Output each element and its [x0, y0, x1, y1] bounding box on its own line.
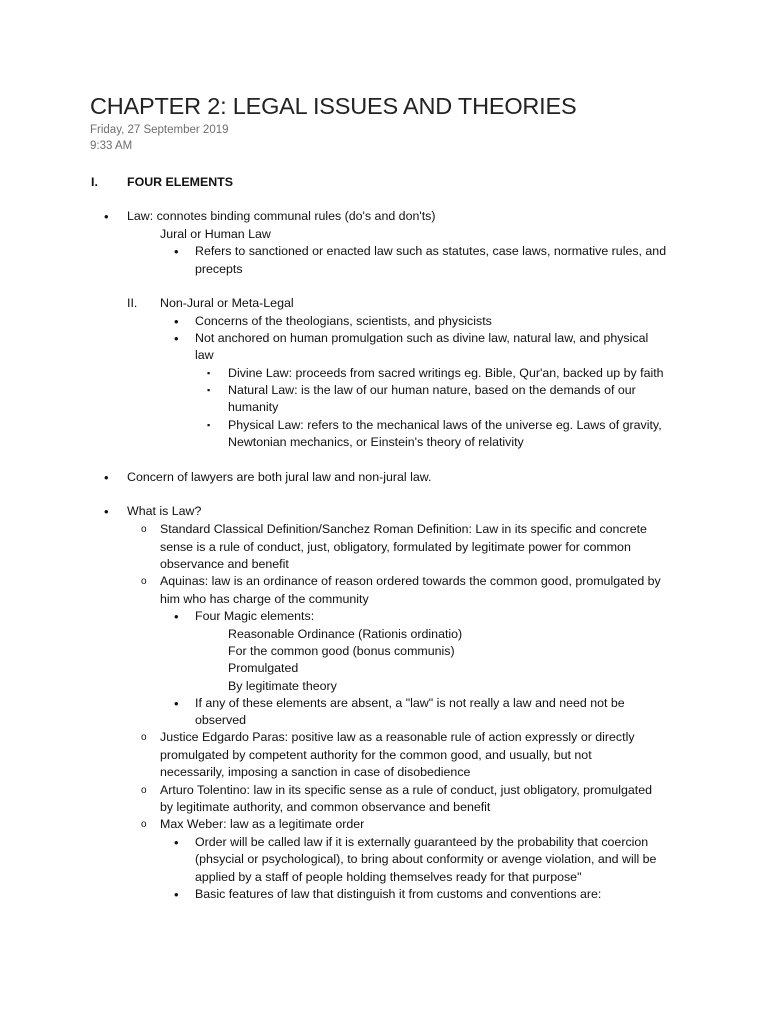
text-line: Newtonian mechanics, or Einstein's theory of relativity — [228, 435, 524, 449]
bullet-icon: • — [174, 331, 179, 346]
text-line: Refers to sanctioned or enacted law such as statutes, case laws, normative rules, and — [195, 244, 667, 258]
text-line: Standard Classical Definition/Sanchez Roman Definition: Law in its specific and concrete — [160, 522, 647, 536]
text-line: Law: connotes binding communal rules (do's and don'ts) — [127, 209, 436, 223]
text-line: law — [195, 348, 214, 362]
text-line: him who has charge of the community — [160, 592, 369, 606]
text-line: observance and benefit — [160, 557, 289, 571]
text-line: If any of these elements are absent, a "law" is not really a law and need not be — [195, 696, 625, 710]
text-line: Concern of lawyers are both jural law and non-jural law. — [127, 470, 432, 484]
text-line: by legitimate authority, and common observance and benefit — [160, 800, 491, 814]
circle-bullet-icon: o — [141, 732, 147, 743]
circle-bullet-icon: o — [141, 524, 147, 535]
bullet-icon: • — [104, 504, 109, 519]
bullet-icon: • — [174, 609, 179, 624]
text-line: Divine Law: proceeds from sacred writings eg. Bible, Qur'an, backed up by faith — [228, 366, 664, 380]
text-line: observed — [195, 713, 246, 727]
circle-bullet-icon: o — [141, 819, 147, 830]
page-time: 9:33 AM — [90, 140, 133, 152]
text-line: What is Law? — [127, 504, 202, 518]
bullet-icon: • — [174, 244, 179, 259]
bullet-icon: • — [174, 696, 179, 711]
text-line: Non-Jural or Meta-Legal — [160, 296, 294, 310]
text-line: Natural Law: is the law of our human nature, based on the demands of our — [228, 383, 636, 397]
page-title: CHAPTER 2: LEGAL ISSUES AND THEORIES — [90, 93, 577, 119]
bullet-icon: • — [174, 887, 179, 902]
text-line: Promulgated — [228, 661, 299, 675]
page-date: Friday, 27 September 2019 — [90, 124, 229, 136]
text-line: For the common good (bonus communis) — [228, 644, 455, 658]
text-line: Basic features of law that distinguish it from customs and conventions are: — [195, 887, 602, 901]
bullet-icon: • — [104, 470, 109, 485]
square-bullet-icon: ▪ — [207, 385, 211, 395]
section-heading-four-elements: FOUR ELEMENTS — [127, 175, 234, 189]
text-line: necessarily, imposing a sanction in case of disobedience — [160, 765, 471, 779]
text-line: Aquinas: law is an ordinance of reason ordered towards the common good, promulgated by — [160, 574, 661, 588]
bullet-icon: • — [174, 314, 179, 329]
text-line: promulgated by competent authority for the common good, and usually, but not — [160, 748, 592, 762]
text-line: Not anchored on human promulgation such as divine law, natural law, and physical — [195, 331, 649, 345]
circle-bullet-icon: o — [141, 576, 147, 587]
text-line: Reasonable Ordinance (Rationis ordinatio) — [228, 627, 463, 641]
text-line: Concerns of the theologians, scientists, and physicists — [195, 314, 492, 328]
text-line: sense is a rule of conduct, just, obligatory, formulated by legitimate power for common — [160, 540, 631, 554]
text-line: applied by a staff of people holding themselves ready for that purpose" — [195, 870, 582, 884]
roman-numeral-1: I. — [91, 175, 98, 189]
text-line: precepts — [195, 262, 243, 276]
bullet-icon: • — [174, 835, 179, 850]
text-line: Order will be called law if it is externally guaranteed by the probability that coercion — [195, 835, 649, 849]
circle-bullet-icon: o — [141, 785, 147, 796]
roman-numeral-2: II. — [127, 296, 138, 310]
square-bullet-icon: ▪ — [207, 420, 211, 430]
text-line: Jural or Human Law — [160, 227, 271, 241]
text-line: Max Weber: law as a legitimate order — [160, 817, 365, 831]
text-line: Physical Law: refers to the mechanical laws of the universe eg. Laws of gravity, — [228, 418, 662, 432]
square-bullet-icon: ▪ — [207, 368, 211, 378]
text-line: Arturo Tolentino: law in its specific sense as a rule of conduct, just obligatory, promulgated — [160, 783, 652, 797]
text-line: By legitimate theory — [228, 679, 337, 693]
text-line: (phsycial or psychological), to bring about conformity or avenge violation, and will be — [195, 852, 657, 866]
text-line: Four Magic elements: — [195, 609, 315, 623]
bullet-icon: • — [104, 209, 109, 224]
text-line: humanity — [228, 400, 279, 414]
text-line: Justice Edgardo Paras: positive law as a reasonable rule of action expressly or directly — [160, 730, 635, 744]
